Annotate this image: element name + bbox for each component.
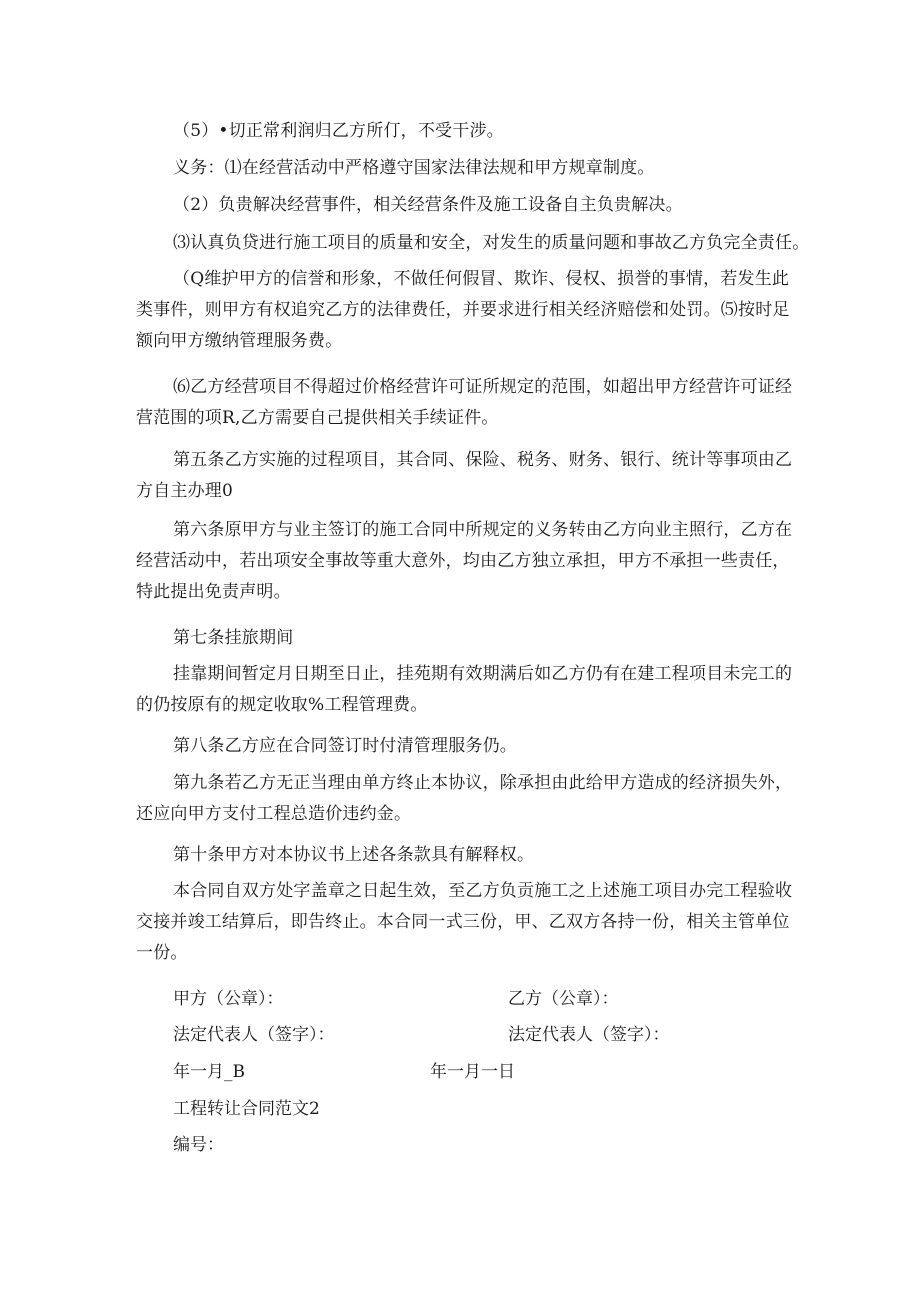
paragraph-article-7-heading: 第七条挂旅期间 bbox=[173, 628, 294, 648]
paragraph-duties-3: ⑶认真负贷进行施工项目的质量和安全，对发生的质量问题和事故乙方负完全责任。 bbox=[173, 233, 810, 253]
party-a-rep-label: 法定代表人（签字）： bbox=[173, 1025, 335, 1045]
paragraph-duties-4-5: （Q维护甲方的信誉和形象，不做任何假冒、欺诈、侵权、损誉的事情，若发生此类事件，则甲方有权追究乙方的法律费任，并要求进行相关经济赔偿和处罚。⑸按时足额向甲方缴纳管理服务费。 bbox=[136, 269, 790, 351]
party-b-rep-label: 法定代表人（签字）： bbox=[508, 1025, 670, 1045]
party-a-seal-label: 甲方（公章）： bbox=[173, 989, 284, 1009]
party-a-date: 年一月_B bbox=[173, 1062, 245, 1082]
paragraph-article-6: 第六条原甲方与业主签订的施工合同中所规定的义务转由乙方向业主照行，乙方在经营活动中，若出项安全事故等重大意外，均由乙方独立承担，甲方不承担一些责任，特此提出免责声明。 bbox=[136, 520, 793, 602]
paragraph-effectiveness: 本合同自双方处字盖章之日起生效，至乙方负贡施工之上述施工项目办完工程验收交接并竣工结算后，即告终止。本合同一式三份，甲、乙双方各持一份，相关主管单位一份。 bbox=[136, 881, 793, 963]
paragraph-article-10: 第十条甲方对本协议书上述各条款具有解释权。 bbox=[173, 845, 535, 865]
paragraph-article-5: 第五条乙方实施的过程项目，其合同、保险、税务、财务、银行、统计等事项由乙方自主办理0 bbox=[136, 450, 793, 501]
paragraph-article-9: 第九条若乙方无正当理由单方终止本协议，除承担由此给甲方造成的经济损失外，还应向甲方支付工程总造价违约金。 bbox=[136, 773, 793, 824]
paragraph-duties-1: 义务：⑴在经营活动中严格遵守国家法律法规和甲方规章制度。 bbox=[173, 158, 655, 178]
party-b-date: 年一月一日 bbox=[430, 1062, 515, 1082]
party-b-seal-label: 乙方（公章）： bbox=[508, 989, 619, 1009]
paragraph-article-8: 第八条乙方应在合同签订时付清管理服务仍。 bbox=[173, 736, 517, 756]
number-label: 编号： bbox=[173, 1135, 224, 1155]
paragraph-duties-6: ⑹乙方经营项目不得超过价格经营许可证所规定的范围，如超出甲方经营许可证经营范围的项R,乙方需要自己提供相关手续证件。 bbox=[136, 377, 793, 428]
next-document-title: 工程转让合同范文2 bbox=[173, 1099, 320, 1119]
paragraph-duties-2: （2）负贵解决经营事件，相关经营条件及施工设备自主负贵解决。 bbox=[173, 195, 683, 215]
paragraph-article-7-body: 挂靠期间暂定月日期至日止，挂苑期有效期满后如乙方仍有在建工程项目未完工的的仍按原有的规定收取%工程管理费。 bbox=[136, 664, 793, 715]
paragraph-rights-5: （5）•切正常利润归乙方所仃，不受干涉。 bbox=[173, 121, 504, 141]
